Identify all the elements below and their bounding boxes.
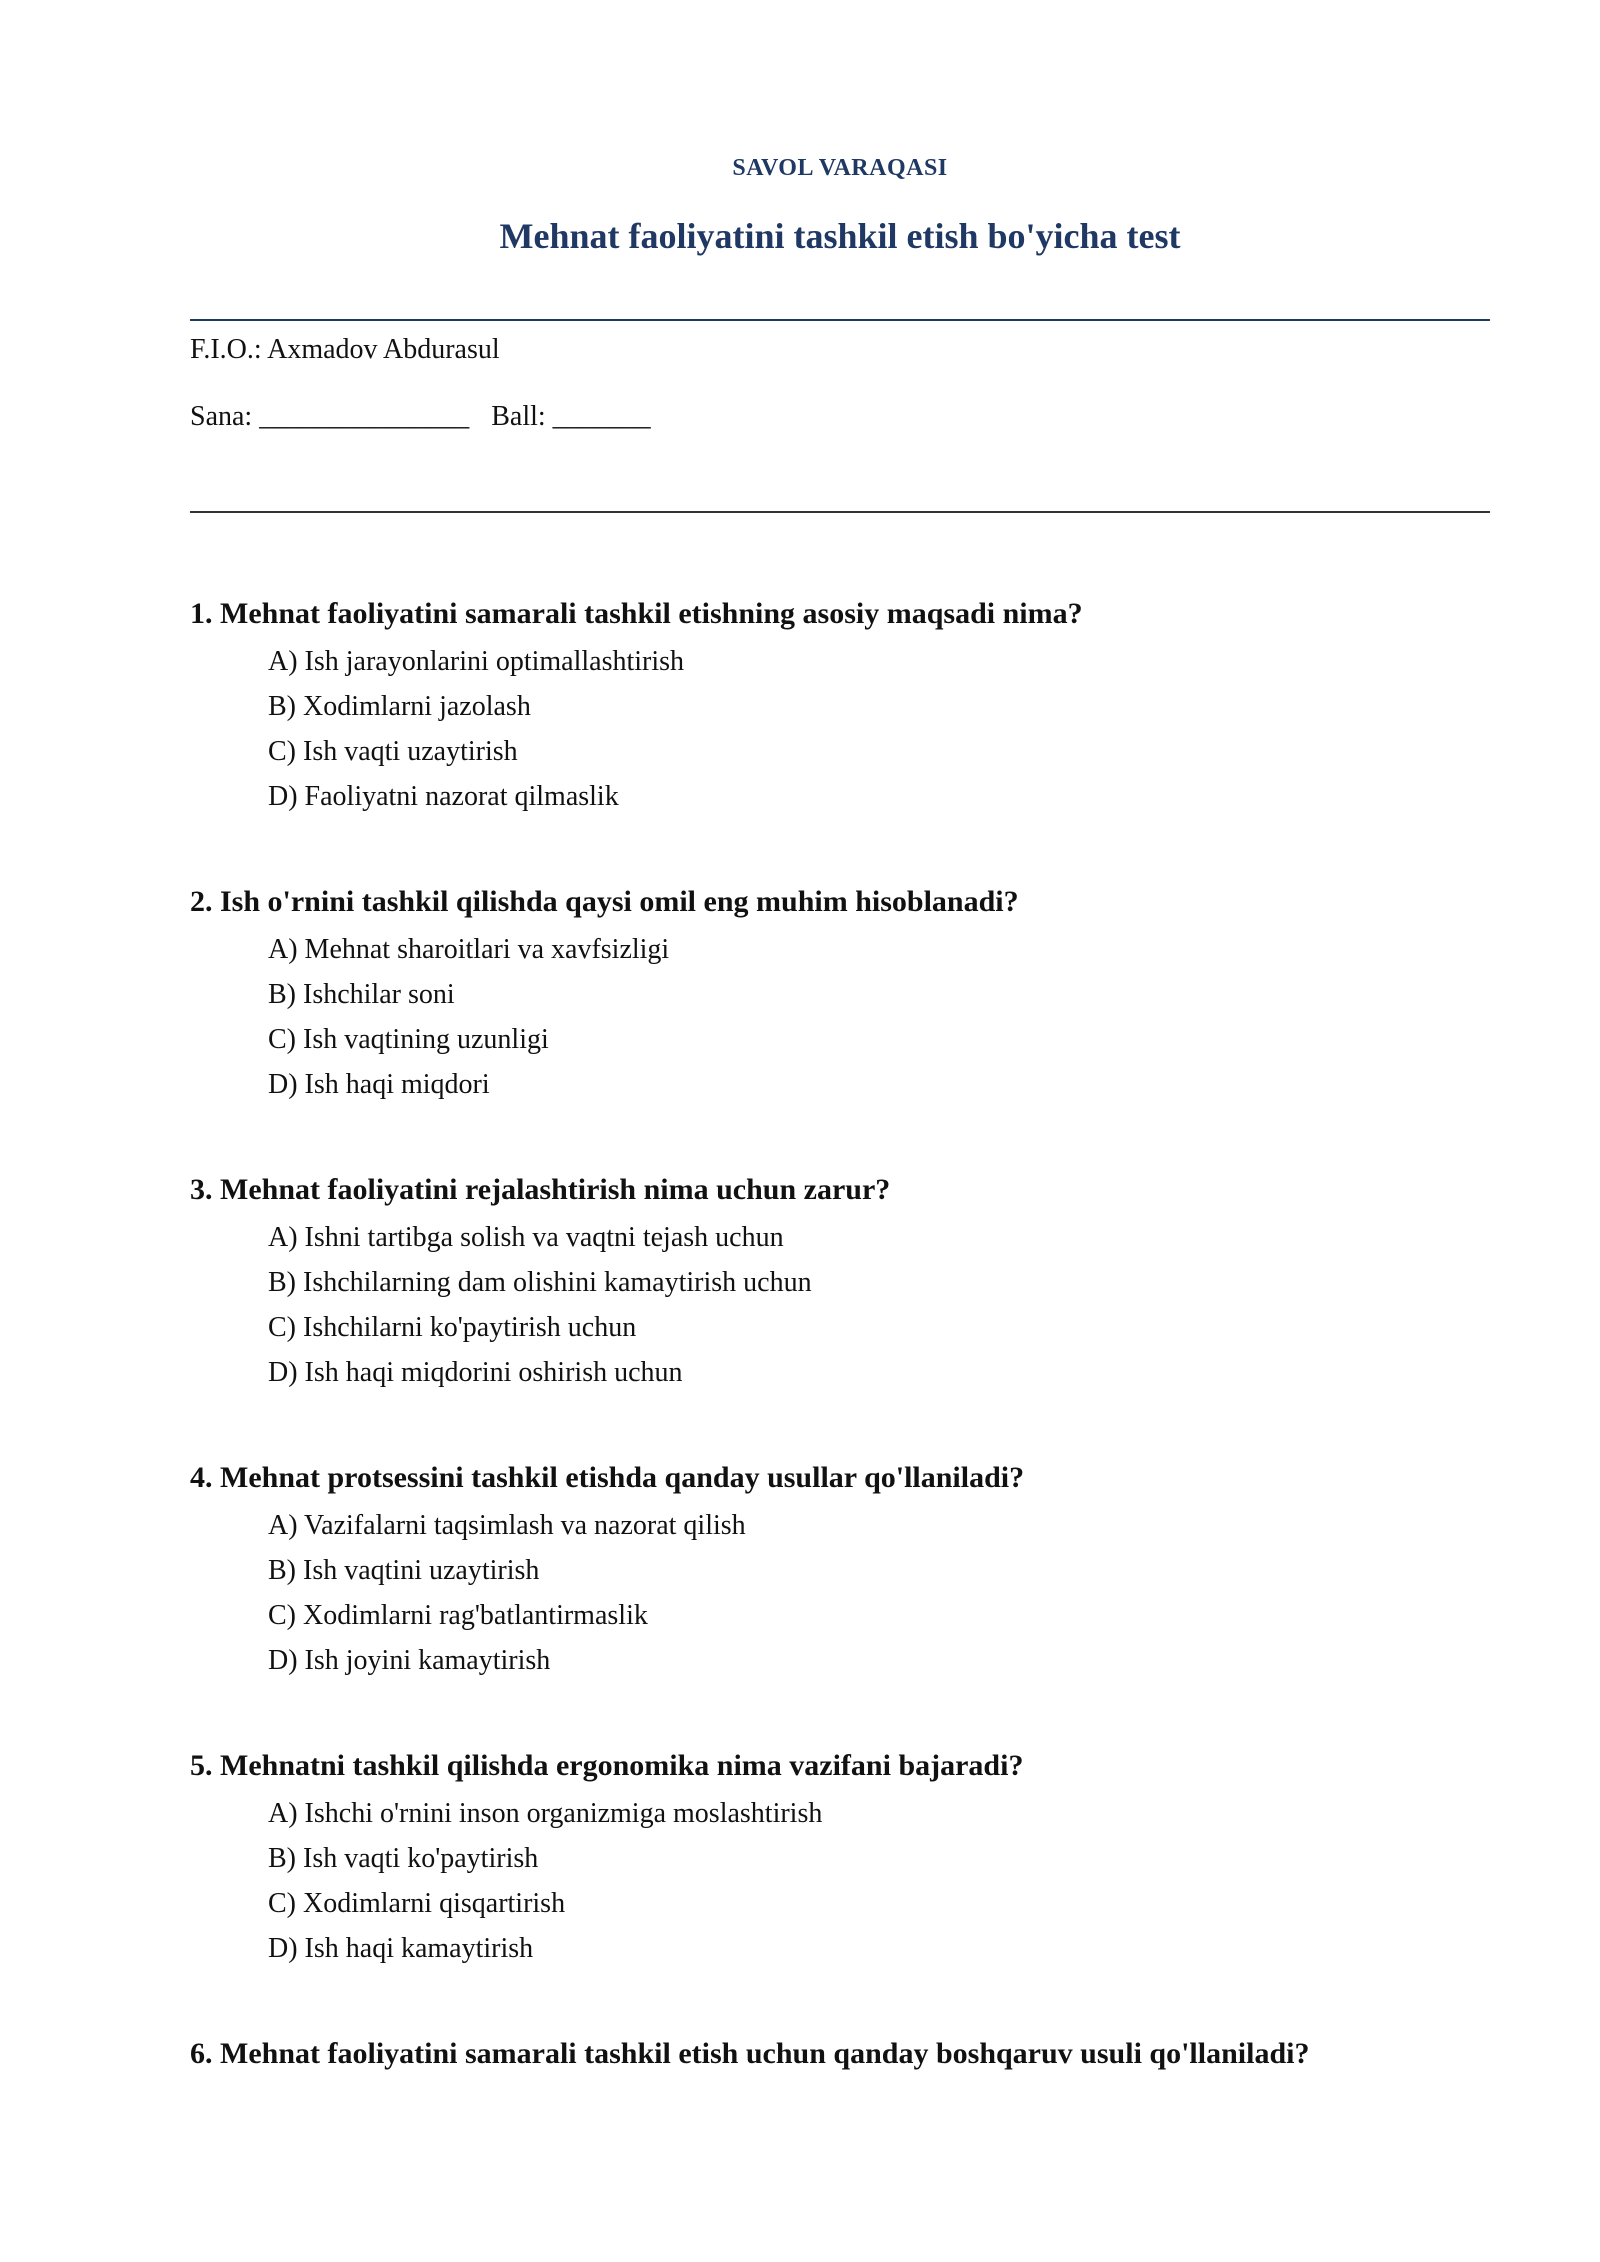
student-name-line: F.I.O.: Axmadov Abdurasul [190, 334, 500, 365]
info-divider [190, 511, 1490, 513]
answer-option: A) Ish jarayonlarini optimallashtirish [268, 646, 685, 677]
question-1 [190, 594, 1520, 819]
answer-option: C) Ish vaqtining uzunligi [268, 1024, 549, 1055]
question-3 [190, 1170, 1520, 1395]
question-text: 6. Mehnat faoliyatini samarali tashkil etish uchun qanday boshqaruv usuli qo'llaniladi? [190, 2037, 1310, 2070]
question-text: 3. Mehnat faoliyatini rejalashtirish nima uchun zarur? [190, 1173, 891, 1206]
header-divider [190, 319, 1490, 321]
date-field: Sana: _______________ [190, 401, 470, 432]
answer-option: B) Ishchilarning dam olishini kamaytirish uchun [268, 1267, 812, 1298]
answer-option: D) Ish haqi miqdori [268, 1069, 490, 1100]
answer-option: C) Ishchilarni ko'paytirish uchun [268, 1312, 637, 1343]
answer-option: D) Ish haqi miqdorini oshirish uchun [268, 1357, 683, 1388]
answer-option: A) Ishni tartibga solish va vaqtni tejash uchun [268, 1222, 784, 1253]
question-text: 4. Mehnat protsessini tashkil etishda qanday usullar qo'llaniladi? [190, 1461, 1025, 1494]
question-text: 2. Ish o'rnini tashkil qilishda qaysi omil eng muhim hisoblanadi? [190, 885, 1019, 918]
answer-options [268, 1791, 1520, 1971]
answer-option: B) Ishchilar soni [268, 979, 455, 1010]
page-title: Mehnat faoliyatini tashkil etish bo'yicha test [499, 216, 1181, 256]
answer-options [268, 1503, 1520, 1683]
answer-options [268, 639, 1520, 819]
answer-option: D) Faoliyatni nazorat qilmaslik [268, 781, 619, 812]
answer-option: A) Ishchi o'rnini inson organizmiga moslashtirish [268, 1798, 823, 1829]
date-score-line [190, 401, 651, 433]
answer-option: B) Ish vaqti ko'paytirish [268, 1843, 539, 1874]
answer-option: B) Ish vaqtini uzaytirish [268, 1555, 540, 1586]
answer-option: C) Xodimlarni qisqartirish [268, 1888, 566, 1919]
question-6 [190, 2034, 1520, 2074]
document-label: SAVOL VARAQASI [732, 155, 948, 181]
answer-option: B) Xodimlarni jazolash [268, 691, 531, 722]
answer-option: A) Vazifalarni taqsimlash va nazorat qilish [268, 1510, 746, 1541]
answer-option: C) Xodimlarni rag'batlantirmaslik [268, 1600, 648, 1631]
answer-option: A) Mehnat sharoitlari va xavfsizligi [268, 934, 670, 965]
score-field: Ball: _______ [491, 401, 651, 432]
question-text: 5. Mehnatni tashkil qilishda ergonomika nima vazifani bajaradi? [190, 1749, 1024, 1782]
answer-options [268, 1215, 1520, 1395]
answer-option: D) Ish haqi kamaytirish [268, 1933, 534, 1964]
question-text: 1. Mehnat faoliyatini samarali tashkil etishning asosiy maqsadi nima? [190, 597, 1083, 630]
question-4 [190, 1458, 1520, 1683]
answer-options [268, 927, 1520, 1107]
question-5 [190, 1746, 1520, 1971]
answer-option: C) Ish vaqti uzaytirish [268, 736, 518, 767]
question-2 [190, 882, 1520, 1107]
answer-option: D) Ish joyini kamaytirish [268, 1645, 551, 1676]
